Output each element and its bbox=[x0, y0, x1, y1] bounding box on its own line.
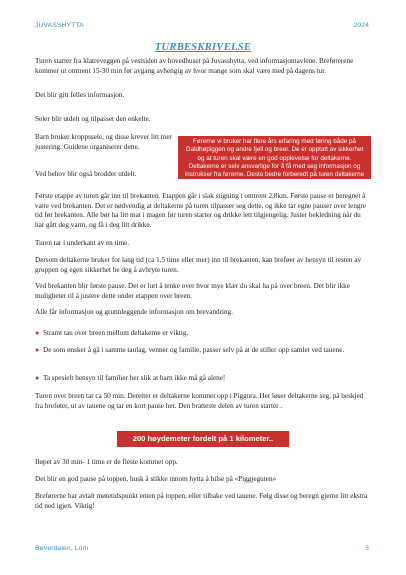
page-number: 3 bbox=[365, 545, 369, 552]
barn-text: Barn bruker kroppssele, og disse krever litt mer justering. Guidene organiserer dette. bbox=[35, 133, 172, 151]
bullet-item: ● Stramt tau over breen mellom deltakerne er viktig. bbox=[35, 329, 189, 337]
brekanten-text: Ved brekanten blir første pause. Det er lurt å tenke over hvor mye klær du skal ha på over breen. Det blir ikke muligheter til å justere dette under etappen over breen. bbox=[35, 282, 350, 300]
info-callout-box: Førerne vi bruker har flere års erfaring med føring både på Galdhøpiggen og andre fjell og breer. De er opptatt av sikkerhet og at turen skal være en god opplevelse for deltakerne. Deltakerne er selv ansvarlige for å få med seg informasjon og instrukser fra førerne. Desto bedre forberedt på turen deltakerne er, desto bedre opplevelse blir turen. bbox=[178, 136, 371, 179]
alle-text: Alle får informasjon og grunnleggende informasjon om brevandring. bbox=[35, 308, 234, 316]
over-breen-text: Turen over breen tar ca 50 min. Deretter er deltakerne kommet opp i Piggura. Her løser deltakerne seg, på beskjed fra breføter, ut av tauene og tar en kort pause her. Den bratteste delen av turen starter . bbox=[35, 392, 364, 410]
header-right: 2024 bbox=[353, 22, 369, 29]
info-text: Det blir gitt felles informasjon. bbox=[35, 91, 125, 99]
barn-paragraph bbox=[35, 133, 173, 152]
forste-etappe-paragraph bbox=[35, 192, 371, 230]
info-paragraph bbox=[35, 91, 175, 101]
footer-location: Bøverdalen, Lom bbox=[35, 545, 89, 552]
intro-text: Turen starter fra klatreveggen på vestsiden av hovedhuset på Juvasshytta, ved informasjontavlene. Breførerene kommer ut omtrent 15-30 min før avgang avhengig av hvor mange som skal være med på dagens tur. bbox=[35, 57, 354, 75]
brodder-paragraph bbox=[35, 170, 175, 180]
bullet-item: ● De som ønsker å gå i samme taulag, venner og familie, passer selv på at de stiller opp samlet ved tauene. bbox=[35, 346, 345, 354]
alle-paragraph bbox=[35, 308, 371, 318]
header-left: JUVASSHYTTA bbox=[35, 22, 84, 29]
dersom-paragraph bbox=[35, 256, 371, 275]
forste-etappe-text: Første etappe av turen går inn til brekanten. Etappen går i slak stigning i omtrent 2,8km. Første pause er beregnet å være ved brekanten. Det er nødvendig at deltakerne på turen tilpasser seg dette, og ikke tar egne pauser over lengre tid før brekanten. Alle bør ha litt mat i magen før turen starter og drikke lett tilgjengelig. Juster bekledning når du har gått deg varm, og få i deg litt drikke. bbox=[35, 192, 367, 229]
dersom-text: Dersom deltakerne bruker for lang tid (ca 1,5 time eller mer) inn til brekanten, kan breføer av hensyn til resten av gruppen og egen sikkerhet be deg å avbryte turen. bbox=[35, 256, 362, 274]
turen-tar-paragraph bbox=[35, 239, 371, 249]
brekanten-paragraph bbox=[35, 282, 371, 301]
seler-paragraph bbox=[35, 115, 175, 125]
seler-text: Seler blir utdelt og tilpasset den enkelte. bbox=[35, 115, 151, 123]
highlight-banner: 200 høydemeter fordelt på 1 kilometer.. bbox=[117, 431, 289, 447]
breforere-paragraph bbox=[35, 492, 371, 511]
bullet-item: ● Ta spesielt hensyn til familier her slik at barn ikke må gå alene! bbox=[35, 374, 226, 382]
bullet-list bbox=[35, 329, 371, 339]
toppen-text: Det blir en god pause på toppen, husk å stikke innom hytta å hilse på «Piggjeguten» bbox=[35, 475, 277, 483]
bullet-icon: ● bbox=[35, 329, 40, 337]
toppen-paragraph bbox=[35, 475, 371, 485]
ilopet-text: Iløpet av 30 min- 1 time er de fleste kommet opp. bbox=[35, 458, 178, 466]
breforere-text: Breførerne har avtalt møtetidspunkt enten på toppen, eller tilbake ved tauene. Følg disse og beregn gjerne litt ekstra tid ned igjen. Viktig! bbox=[35, 492, 368, 510]
ilopet-paragraph bbox=[35, 458, 371, 468]
brodder-text: Ved behov blir også brodder utdelt. bbox=[35, 170, 137, 178]
bullet-list bbox=[35, 374, 371, 384]
turen-tar-text: Turen tar i underkant av en time. bbox=[35, 239, 130, 247]
over-breen-paragraph bbox=[35, 392, 371, 411]
page-title: TURBESKRIVELSE bbox=[154, 42, 252, 53]
bullet-icon: ● bbox=[35, 346, 40, 354]
intro-paragraph bbox=[35, 57, 371, 76]
bullet-icon: ● bbox=[35, 374, 40, 382]
bullet-list bbox=[35, 346, 371, 356]
